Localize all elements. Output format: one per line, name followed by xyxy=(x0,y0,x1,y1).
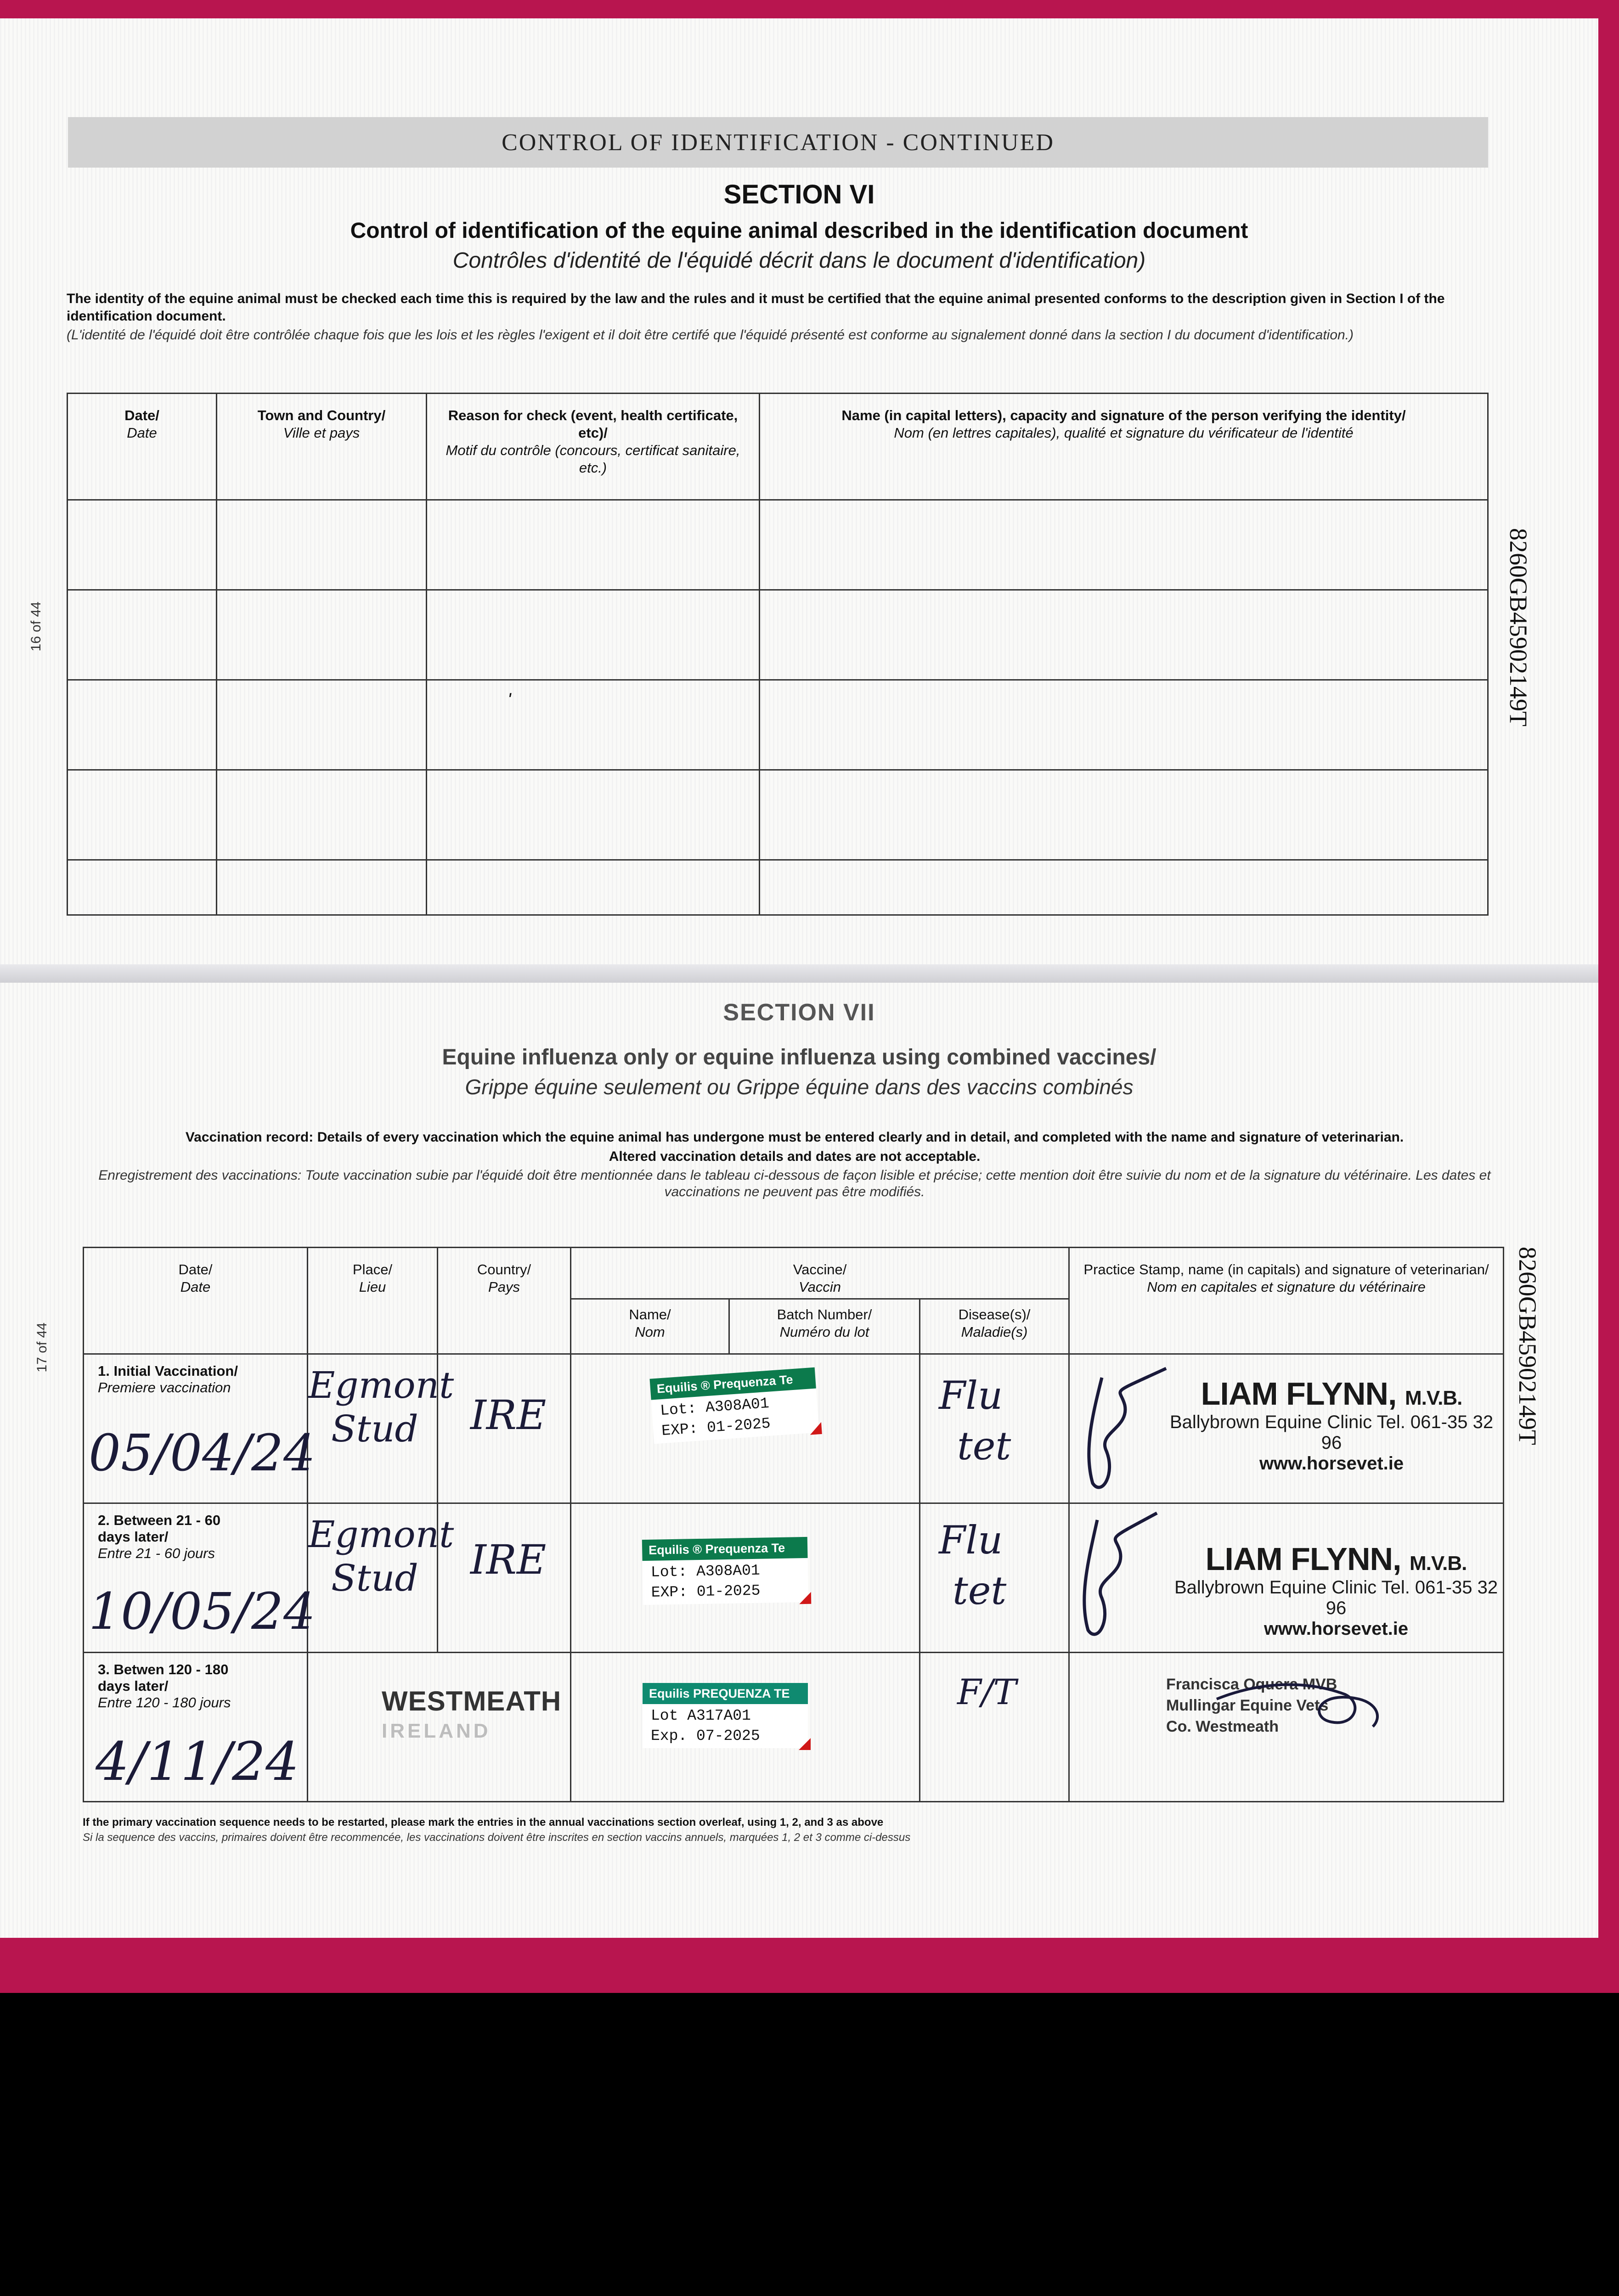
header-town: Town and Country/ Ville et pays xyxy=(217,394,427,500)
section-heading: SECTION VI xyxy=(723,180,875,209)
country-cell xyxy=(438,1503,571,1653)
vet-stamp: LIAM FLYNN, M.V.B. Ballybrown Equine Clinic Tel. 061-35 32 96 www.horsevet.ie xyxy=(1169,1376,1494,1474)
handwritten-country: IRE xyxy=(470,1536,547,1583)
header-vaccine-name: Name/ Nom xyxy=(571,1299,729,1354)
page-number: 17 of 44 xyxy=(34,1322,50,1373)
handwritten-place-1: Egmont xyxy=(308,1513,454,1556)
document-id: 8260GB45902149T xyxy=(1505,528,1532,726)
record-intro-en: Vaccination record: Details of every vaccination which the equine animal has undergone must be entered clearly and in detail, and completed with the name and signature of veterinarian. xyxy=(185,1130,1404,1145)
section-heading: SECTION VII xyxy=(723,999,875,1026)
vaccine-label-cell xyxy=(571,1354,920,1503)
exp-label: EXP: xyxy=(651,1583,688,1601)
vaccine-brand: Equilis PREQUENZA TE xyxy=(643,1683,808,1704)
table-row xyxy=(68,500,1488,590)
header-practice: Practice Stamp, name (in capitals) and signature of veterinarian/ Nom en capitales et signature du vétérinaire xyxy=(1069,1248,1504,1354)
vet-signature xyxy=(1074,1359,1180,1497)
page-17 xyxy=(0,983,1598,1938)
handwritten-date: 10/05/24 xyxy=(89,1582,316,1641)
page-number: 16 of 44 xyxy=(28,602,44,652)
handwritten-disease-1: Flu xyxy=(939,1518,1003,1563)
disease-cell xyxy=(920,1653,1069,1802)
handwritten-place-2: Stud xyxy=(331,1557,418,1599)
exp-date: 07-2025 xyxy=(696,1728,760,1745)
header-vaccine: Vaccine/ Vaccin xyxy=(571,1248,1069,1299)
vaccine-sticker xyxy=(642,1537,808,1605)
table-row xyxy=(68,680,1488,770)
lot-number: A308A01 xyxy=(696,1562,760,1581)
vaccine-brand: Equilis ® Prequenza Te xyxy=(642,1537,808,1561)
place-cell xyxy=(308,1503,454,1653)
handwritten-disease-2: tet xyxy=(953,1568,1007,1613)
sticker-corner xyxy=(799,1592,811,1604)
table-row xyxy=(68,770,1488,860)
exp-label: Exp. xyxy=(651,1728,688,1745)
lot-number: A317A01 xyxy=(687,1707,751,1724)
document-id: 8260GB45902149T xyxy=(1514,1247,1541,1445)
page-16 xyxy=(0,18,1598,983)
date-cell xyxy=(84,1354,316,1503)
header-country: Country/ Pays xyxy=(438,1248,571,1354)
vet-signature xyxy=(1070,1506,1175,1644)
lot-label: Lot: xyxy=(660,1400,697,1420)
section-title-en: Equine influenza only or equine influenza using combined vaccines/ xyxy=(442,1045,1156,1069)
section-title-fr: Grippe équine seulement ou Grippe équine dans des vaccins combinés xyxy=(465,1075,1134,1099)
header-batch: Batch Number/ Numéro du lot xyxy=(729,1299,920,1354)
date-cell xyxy=(84,1653,308,1802)
handwritten-disease-2: tet xyxy=(957,1424,1011,1469)
section-banner: CONTROL OF IDENTIFICATION - CONTINUED xyxy=(68,117,1488,168)
header-date: Date/ Date xyxy=(68,394,217,500)
disease-cell xyxy=(920,1503,1069,1653)
date-cell xyxy=(84,1503,316,1653)
section-title-en: Control of identification of the equine animal described in the identification document xyxy=(350,219,1248,243)
section-title-fr: Contrôles d'identité de l'équidé décrit dans le document d'identification) xyxy=(452,248,1146,273)
row-label-fr: Premiere vaccination xyxy=(98,1379,231,1396)
handwritten-place-1: Egmont xyxy=(308,1364,454,1407)
vet-stamp: LIAM FLYNN, M.V.B. Ballybrown Equine Clinic Tel. 061-35 32 96 www.horsevet.ie xyxy=(1174,1541,1498,1639)
vaccine-sticker xyxy=(649,1367,819,1444)
record-intro-en-2: Altered vaccination details and dates are not acceptable. xyxy=(609,1149,981,1164)
table-row xyxy=(68,860,1488,915)
vaccination-row-2 xyxy=(84,1503,1504,1653)
lot-label: Lot xyxy=(651,1707,678,1724)
exp-date: 01-2025 xyxy=(696,1582,761,1601)
place-stamp: WESTMEATH xyxy=(382,1686,562,1716)
vaccination-table xyxy=(83,1247,1504,1802)
practice-cell xyxy=(1069,1503,1504,1653)
intro-en: The identity of the equine animal must be checked each time this is required by the law and the rules and it must be certified that the equine animal presented conforms to the description given in Section I of the identification document. xyxy=(67,291,1445,324)
vaccination-row-1 xyxy=(84,1354,1504,1503)
practice-cell xyxy=(1069,1354,1504,1503)
footnote-fr: Si la sequence des vaccins, primaires doivent être recommencée, les vaccinations doivent être inscrites en section vaccins annuels, marquées 1, 2 et 3 comme ci-dessus xyxy=(83,1831,911,1844)
vaccine-label-cell xyxy=(571,1653,920,1802)
place-stamp-faded: IRELAND xyxy=(382,1720,491,1742)
handwritten-disease-1: Flu xyxy=(939,1373,1003,1418)
table-row xyxy=(68,590,1488,680)
lot-number: A308A01 xyxy=(705,1395,770,1417)
footnote-en: If the primary vaccination sequence needs to be restarted, please mark the entries in the annual vaccinations section overleaf, using 1, 2, and 3 as above xyxy=(83,1816,884,1829)
vaccination-row-3 xyxy=(84,1653,1504,1802)
vet-signature xyxy=(1207,1671,1391,1745)
row-label: 1. Initial Vaccination/ xyxy=(98,1363,238,1379)
exp-label: EXP: xyxy=(661,1420,699,1440)
row-label: 2. Between 21 - 60 days later/ xyxy=(98,1512,221,1545)
sticker-corner xyxy=(799,1738,811,1750)
handwritten-place-2: Stud xyxy=(331,1407,418,1450)
place-cell xyxy=(308,1354,454,1503)
place-country-cell xyxy=(308,1653,571,1802)
header-place: Place/ Lieu xyxy=(308,1248,438,1354)
header-disease: Disease(s)/ Maladie(s) xyxy=(920,1299,1069,1354)
vaccine-brand: Equilis ® Prequenza Te xyxy=(649,1367,816,1400)
handwritten-disease: F/T xyxy=(957,1671,1017,1712)
country-cell xyxy=(438,1354,571,1503)
exp-date: 01-2025 xyxy=(706,1415,771,1437)
identity-check-table xyxy=(67,393,1489,916)
vaccine-sticker xyxy=(643,1683,808,1748)
vet-stamp-2: Francisca Oquera MVB Mullingar Equine Vets Co. Westmeath xyxy=(1166,1676,1337,1735)
practice-cell xyxy=(1069,1653,1504,1802)
handwritten-date: 4/11/24 xyxy=(96,1731,299,1793)
handwritten-date: 05/04/24 xyxy=(89,1424,316,1482)
vaccine-label-cell xyxy=(571,1503,920,1653)
header-date: Date/ Date xyxy=(84,1248,308,1354)
header-reason: Reason for check (event, health certificate, etc)/ Motif du contrôle (concours, certificat sanitaire, etc.) xyxy=(427,394,760,500)
row-label: 3. Betwen 120 - 180 days later/ xyxy=(98,1661,229,1694)
stray-mark: ' xyxy=(508,690,511,710)
row-label-fr: Entre 120 - 180 jours xyxy=(98,1694,231,1711)
intro-fr: (L'identité de l'équidé doit être contrôlée chaque fois que les lois et les règles l'exigent et il doit être certifé que l'équidé présenté est conforme au signalement donné dans la section I du document d'identification.) xyxy=(67,327,1354,343)
row-label-fr: Entre 21 - 60 jours xyxy=(98,1545,215,1561)
sticker-corner xyxy=(809,1422,822,1435)
lot-label: Lot: xyxy=(650,1563,688,1581)
handwritten-country: IRE xyxy=(470,1391,547,1439)
record-intro-fr: Enregistrement des vaccinations: Toute vaccination subie par l'équidé doit être mentionnée dans le tableau ci-dessous de façon lisible et précise; cette mention doit être suivie du nom et de la signature du vétérinaire. Les dates et vaccinations ne peuvent pas être modifiés. xyxy=(98,1168,1491,1199)
header-verifier: Name (in capital letters), capacity and signature of the person verifying the identity/ Nom (en lettres capitales), qualité et signature du vérificateur de l'identité xyxy=(760,394,1488,500)
disease-cell xyxy=(920,1354,1069,1503)
